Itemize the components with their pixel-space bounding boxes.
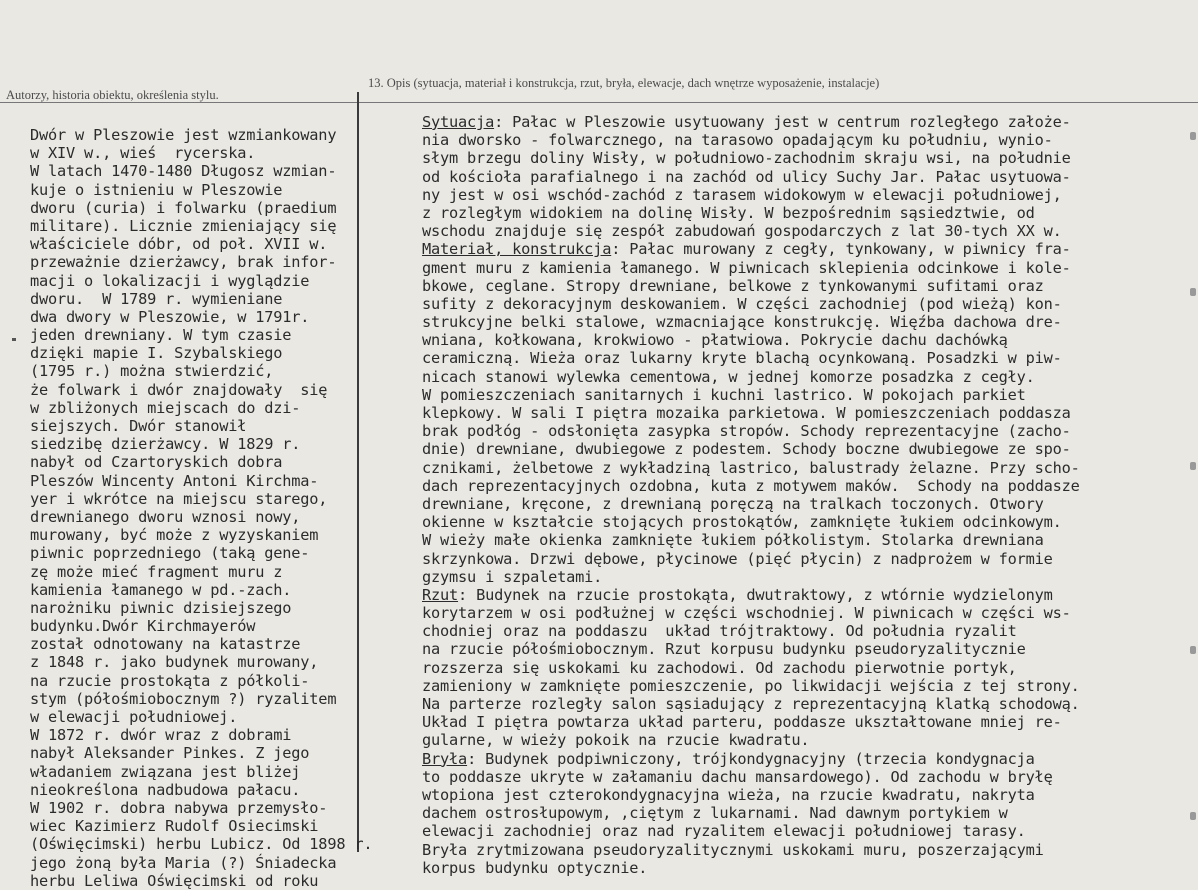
text-line	[422, 531, 1192, 549]
text-line	[422, 786, 1192, 804]
margin-mark	[1190, 812, 1196, 820]
text-line	[422, 204, 1192, 222]
text-line	[422, 331, 1192, 349]
text-line: yer i wkrótce na miejscu starego,	[30, 489, 328, 508]
paragraph-text: : Pałac w Pleszowie usytuowany jest w centrum rozległego założe-	[494, 113, 1071, 131]
text-line	[422, 550, 1192, 568]
text-line: piwnic poprzedniego (taką gene-	[30, 544, 310, 563]
paragraph-text: : Budynek na rzucie prostokąta, dwutraktowy, z wtórnie wydzielonym	[458, 585, 1053, 604]
text-line	[422, 677, 1192, 695]
text-line: drewnianego dworu wznosi nowy,	[30, 507, 301, 526]
text-line	[422, 604, 1192, 622]
paragraph-text: od kościoła parafialnego i na zachód od ulicy Suchy Jar. Pałac usytuowa-	[422, 167, 1071, 186]
text-line: na rzucie prostokąta z półkoli-	[30, 671, 310, 690]
text-line: budynku.Dwór Kirchmayerów	[30, 617, 256, 636]
right-column-heading: 13. Opis (sytuacja, materiał i konstrukcja, rzut, bryła, elewacje, dach wnętrze wyposażenie, instalacje)	[368, 76, 880, 90]
text-line	[422, 277, 1192, 295]
text-line: stym (półośmiobocznym ?) ryzalitem	[30, 689, 337, 708]
paragraph-text: nicach stanowi wylewka cementowa, w jednej komorze posadzka z cegły.	[422, 367, 1035, 386]
text-line: Dwór w Pleszowie jest wzmiankowany	[30, 126, 337, 144]
text-line	[422, 313, 1192, 331]
paragraph-text: chodniej oraz na poddaszu układ trójtraktowy. Od południa ryzalit	[422, 622, 1017, 641]
text-line: jeden drewniany. W tym czasie	[30, 326, 292, 345]
text-line: kuje o istnieniu w Pleszowie	[30, 180, 283, 199]
text-line: dzięki mapie I. Szybalskiego	[30, 344, 283, 363]
text-line: nabył od Czartoryskich dobra	[30, 453, 283, 472]
text-line	[422, 768, 1192, 786]
text-line	[422, 459, 1192, 477]
text-line: narożniku piwnic dzisiejszego	[30, 598, 292, 617]
left-column-heading: Autorzy, historia obiektu, określenia stylu.	[6, 88, 219, 102]
paragraph-text: sufity z dekoracyjnym deskowaniem. W części zachodniej (pod wieżą) kon-	[422, 294, 1062, 313]
text-line: (Oświęcimski) herbu Lubicz. Od 1898 r.	[30, 835, 373, 854]
section-heading: Materiał, konstrukcja	[422, 240, 612, 259]
header-divider	[0, 102, 1198, 103]
section-heading: Bryła	[422, 749, 468, 768]
text-line: dwa dwory w Pleszowie, w 1791r.	[30, 307, 310, 326]
text-line	[422, 713, 1192, 731]
text-line	[422, 695, 1192, 713]
text-line: (1795 r.) można stwierdzić,	[30, 362, 274, 381]
text-line: siejszych. Dwór stanowił	[30, 417, 247, 435]
text-line: W latach 1470-1480 Długosz wzmian-	[30, 162, 337, 181]
text-line: nabył Aleksander Pinkes. Z jego	[30, 744, 310, 763]
text-line: właściciele dóbr, od poł. XVII w.	[30, 235, 328, 254]
paragraph-text: : Pałac murowany z cegły, tynkowany, w piwnicy fra-	[611, 240, 1071, 259]
paragraph-text: to poddasze ukryte w załamaniu dachu mansardowego). Od zachodu w bryłę	[422, 767, 1053, 786]
paragraph-text: nia dworsko - folwarcznego, na tarasowo opadającym ku południu, wynio-	[422, 131, 1053, 150]
text-line	[422, 295, 1192, 313]
text-line: murowany, być może z wyzyskaniem	[30, 526, 319, 545]
paragraph-text: brak podłóg - odsłonięta zasypka stropów. Schody reprezentacyjne (zacho-	[422, 422, 1071, 441]
paragraph-text: dach reprezentacyjnych ozdobna, kuta z motywem maków. Schody na poddasze	[422, 476, 1080, 495]
margin-dot	[12, 338, 16, 341]
text-line: macji o lokalizacji i wyglądzie	[30, 271, 310, 290]
paragraph-text: gzymsu i szpaletami.	[422, 567, 603, 586]
text-line	[422, 404, 1192, 422]
paragraph-text: dnie) drewniane, dwubiegowe z podestem. Schody boczne dwubiegowe ze spo-	[422, 440, 1071, 459]
text-line: przeważnie dzierżawcy, brak infor-	[30, 253, 337, 272]
text-line	[422, 568, 1192, 586]
paragraph-text: Bryła zrytmizowana pseudoryzalitycznymi uskokami muru, poszerzającymi	[422, 840, 1044, 859]
paragraph-text: ny jest w osi wschód-zachód z tarasem widokowym w elewacji południowej,	[422, 185, 1062, 204]
paragraph-text: strukcyjne belki stalowe, wzmacniające konstrukcję. Więźba dachowa dre-	[422, 313, 1062, 332]
paragraph-text: rozszerza się uskokami ku zachodowi. Od zachodu pierwotnie portyk,	[422, 658, 1017, 677]
paragraph-text: zamieniony w zamknięte pomieszczenie, po likwidacji wejścia z tej strony.	[422, 676, 1080, 695]
text-line	[422, 440, 1192, 458]
section-line	[422, 240, 1192, 258]
text-line	[422, 422, 1192, 440]
paragraph-text: ceramiczną. Wieża oraz lukarny kryte blachą ocynkowaną. Posadzki w piw-	[422, 349, 1062, 368]
margin-mark	[1190, 646, 1196, 654]
history-text-column	[30, 126, 373, 890]
paragraph-text: korpus budynku optycznie.	[422, 858, 648, 877]
text-line	[422, 368, 1192, 386]
section-line	[422, 113, 1192, 131]
text-line: został odnotowany na katastrze	[30, 635, 301, 654]
paragraph-text: okienne w kształcie stojących prostokątów, zamknięte łukiem odcinkowym.	[422, 513, 1062, 532]
text-line	[422, 622, 1192, 640]
paragraph-text: klepkowy. W sali I piętra mozaika parkietowa. W pomieszczeniach poddasza	[422, 404, 1071, 422]
text-line: dworu (curia) i folwarku (praedium	[30, 198, 337, 217]
text-line: W 1872 r. dwór wraz z dobrami	[30, 726, 292, 745]
text-line	[422, 640, 1192, 658]
text-line	[422, 859, 1192, 877]
text-line: w elewacji południowej.	[30, 708, 238, 726]
text-line	[422, 477, 1192, 495]
text-line	[422, 513, 1192, 531]
paragraph-text: gment muru z kamienia łamanego. W piwnicach sklepienia odcinkowe i kole-	[422, 258, 1071, 277]
text-line: dworu. W 1789 r. wymieniane	[30, 289, 283, 308]
section-heading: Rzut	[422, 585, 459, 604]
paragraph-text: : Budynek podpiwniczony, trójkondygnacyjny (trzecia kondygnacja	[467, 749, 1035, 768]
text-line	[422, 149, 1192, 167]
text-line	[422, 659, 1192, 677]
text-line	[422, 804, 1192, 822]
text-line: W 1902 r. dobra nabywa przemysło-	[30, 798, 328, 817]
text-line	[422, 386, 1192, 404]
section-heading: Sytuacja	[422, 113, 495, 131]
text-line: zę może mieć fragment muru z	[30, 562, 283, 581]
text-line	[422, 222, 1192, 240]
paragraph-text: skrzynkowa. Drzwi dębowe, płycinowe (pięć płycin) z nadprożem w formie	[422, 549, 1053, 568]
text-line	[422, 731, 1192, 749]
text-line: że folwark i dwór znajdowały się	[30, 380, 328, 399]
paragraph-text: wniana, kołkowana, krokwiowo - płatwiowa. Pokrycie dachu dachówką	[422, 331, 1008, 350]
section-line	[422, 586, 1192, 604]
text-line: w XIV w., wieś rycerska.	[30, 144, 256, 163]
margin-mark	[1190, 288, 1196, 296]
paragraph-text: gularne, w wieży pokoik na rzucie kwadratu.	[422, 731, 810, 750]
margin-mark	[1190, 462, 1196, 470]
paragraph-text: Układ I piętra powtarza układ parteru, poddasze ukształtowane mniej re-	[422, 713, 1062, 732]
paragraph-text: wschodu znajduje się zespół zabudowań gospodarczych z lat 30-tych XX w.	[422, 222, 1062, 241]
text-line: nieokreślona nadbudowa pałacu.	[30, 780, 301, 799]
text-line	[422, 822, 1192, 840]
text-line: Pleszów Wincenty Antoni Kirchma-	[30, 471, 319, 490]
paragraph-text: elewacji zachodniej oraz nad ryzalitem elewacji południowej tarasy.	[422, 822, 1026, 841]
section-line	[422, 750, 1192, 768]
text-line	[422, 349, 1192, 367]
text-line	[422, 841, 1192, 859]
paragraph-text: W wieży małe okienka zamknięte łukiem półkolistym. Stolarka drewniana	[422, 531, 1044, 550]
text-line: jego żoną była Maria (?) Śniadecka	[30, 853, 337, 872]
text-line: wiec Kazimierz Rudolf Osiecimski	[30, 817, 319, 836]
margin-mark	[1190, 132, 1196, 140]
text-line	[422, 131, 1192, 149]
paragraph-text: korytarzem w osi podłużnej w części wschodniej. W piwnicach w części ws-	[422, 604, 1071, 623]
paragraph-text: W pomieszczeniach sanitarnych i kuchni lastrico. W pokojach parkiet	[422, 385, 1026, 404]
paragraph-text: cznikami, żelbetowe z wykładziną lastrico, balustrady żelazne. Przy scho-	[422, 458, 1080, 477]
paragraph-text: bkowe, ceglane. Stropy drewniane, belkowe z tynkowanymi sufitami oraz	[422, 276, 1044, 295]
text-line	[422, 259, 1192, 277]
text-line: kamienia łamanego w pd.-zach.	[30, 580, 292, 599]
paragraph-text: z rozległym widokiem na dolinę Wisły. W bezpośrednim sąsiedztwie, od	[422, 203, 1035, 222]
description-text-column	[422, 113, 1192, 877]
text-line	[422, 168, 1192, 186]
text-line	[422, 495, 1192, 513]
text-line: w zbliżonych miejscach do dzi-	[30, 398, 301, 417]
paragraph-text: na rzucie półośmiobocznym. Rzut korpusu budynku pseudoryzalitycznie	[422, 640, 1026, 659]
text-line	[422, 186, 1192, 204]
text-line: władaniem związana jest bliżej	[30, 762, 301, 781]
text-line: militare). Licznie zmieniający się	[30, 216, 337, 235]
text-line: siedzibę dzierżawcy. W 1829 r.	[30, 435, 301, 454]
paragraph-text: wtopiona jest czterokondygnacyjna wieża, na rzucie kwadratu, nakryta	[422, 785, 1035, 804]
paragraph-text: dachem ostrosłupowym, ,ciętym z lukarnami. Nad dawnym portykiem w	[422, 804, 1008, 823]
text-line: herbu Leliwa Oświęcimski od roku	[30, 871, 319, 890]
paragraph-text: słym brzegu doliny Wisły, w południowo-zachodnim skraju wsi, na południe	[422, 149, 1071, 168]
text-line: z 1848 r. jako budynek murowany,	[30, 653, 319, 672]
paragraph-text: drewniane, kręcone, z drewnianą poręczą na tralkach toczonych. Otwory	[422, 494, 1044, 513]
paragraph-text: Na parterze rozległy salon sąsiadujący z reprezentacyjną klatką schodową.	[422, 695, 1080, 713]
